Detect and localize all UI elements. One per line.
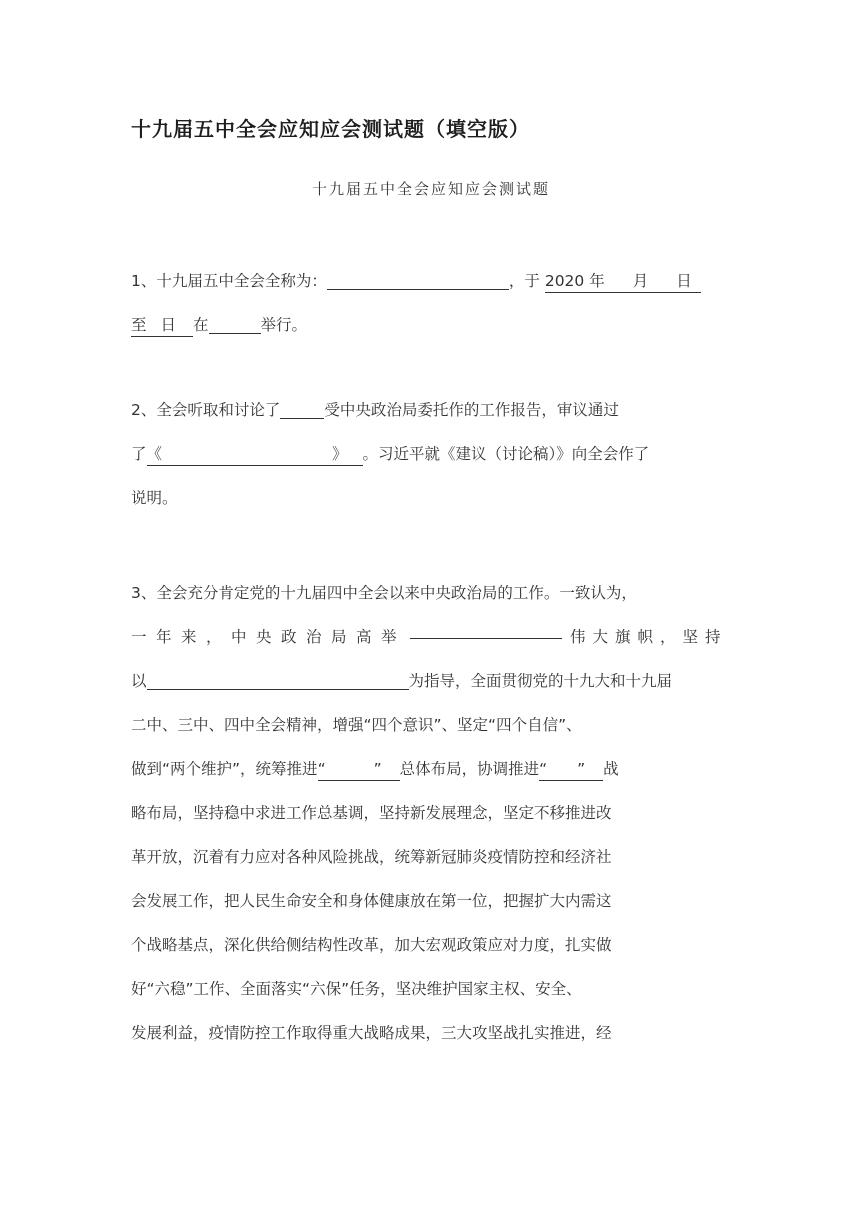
q2-text-d: 。习近平就《建议（讨论稿）》向全会作了 (362, 445, 650, 463)
question-2 (131, 388, 729, 520)
q2-text-a: 2、全会听取和讨论了 (131, 401, 281, 419)
q2-blank-document-title[interactable] (147, 443, 363, 466)
q3-line-6: 略布局，坚持稳中求进工作总基调，坚持新发展理念，坚定不移推进改 (131, 804, 612, 822)
q3-text-5b: 总体布局，协调推进 (399, 760, 540, 778)
q3-line-10: 好“六稳”工作、全面落实“六保”任务，坚决维护国家主权、安全、 (131, 980, 582, 998)
q1-to: 至 (131, 316, 147, 334)
document-title: 十九届五中全会应知应会测试题（填空版） (131, 117, 530, 141)
q1-year: 2020 年 (544, 272, 605, 290)
q1-day: 日 (676, 272, 692, 290)
q1-date-blank[interactable] (545, 270, 701, 293)
q1-text-a: 1、十九届五中全会全称为： (131, 272, 327, 290)
question-2-line-3 (131, 476, 729, 520)
q2-close-quote: 》 (332, 445, 348, 463)
q3-text-5c: 战 (603, 760, 619, 778)
q3-blank-strategic-layout[interactable] (539, 758, 603, 781)
q3-quote-close-1: ” (373, 760, 382, 778)
q3-quote-close-2: ” (577, 760, 586, 778)
q1-text-d: 举行。 (260, 316, 308, 334)
q1-month: 月 (632, 272, 649, 290)
q3-text-3a: 以 (131, 672, 147, 690)
q3-quote-open-2: “ (539, 760, 548, 778)
q3-quote-open-1: “ (317, 760, 326, 778)
question-1 (131, 259, 729, 347)
question-1-line-1 (131, 259, 729, 303)
q2-blank-reporter[interactable] (280, 395, 324, 419)
q3-blank-guiding-thought[interactable] (147, 666, 409, 690)
q1-blank-location[interactable] (209, 310, 261, 334)
q2-text-b: 受中央政治局委托作的工作报告，审议通过 (324, 401, 619, 419)
q3-line-1: 3、全会充分肯定党的十九届四中全会以来中央政治局的工作。一致认为， (131, 584, 637, 602)
q2-text-e: 说明。 (131, 489, 178, 507)
q2-open-quote: 《 (146, 445, 163, 463)
question-2-line-2 (131, 432, 729, 476)
question-2-line-1 (131, 388, 729, 432)
q3-text-5a: 做到“两个维护”，统筹推进 (131, 760, 318, 778)
q3-line-9: 个战略基点，深化供给侧结构性改革，加大宏观政策应对力度，扎实做 (131, 936, 612, 954)
q1-day2: 日 (160, 316, 177, 334)
document-subtitle: 十九届五中全会应知应会测试题 (311, 180, 550, 198)
q3-blank-overall-layout[interactable] (318, 758, 400, 781)
q1-text-c: 在 (193, 316, 209, 334)
q3-line-5 (131, 747, 729, 791)
q3-text-2b: 伟大旗帜，坚持 (570, 628, 728, 646)
q2-text-c: 了 (131, 445, 147, 463)
question-3 (131, 571, 729, 1055)
question-1-line-2 (131, 303, 729, 347)
q3-line-8: 会发展工作，把人民生命安全和身体健康放在第一位，把握扩大内需这 (131, 892, 612, 910)
q3-text-3b: 为指导，全面贯彻党的十九大和十九届 (408, 672, 673, 690)
q1-blank-fullname[interactable] (327, 266, 509, 290)
q3-line-7: 革开放，沉着有力应对各种风险挑战，统筹新冠肺炎疫情防控和经济社 (131, 848, 612, 866)
q1-text-b: ，于 (508, 272, 540, 290)
q3-text-2a: 一年来，中央政治局高举 (131, 628, 407, 646)
q3-line-4: 二中、三中、四中全会精神，增强“四个意识”、坚定“四个自信”、 (131, 716, 582, 734)
q3-line-11: 发展利益，疫情防控工作取得重大战略成果，三大攻坚战扎实推进，经 (131, 1024, 612, 1042)
q3-blank-banner[interactable] (410, 615, 562, 639)
q1-end-date-blank[interactable] (131, 314, 193, 337)
q3-line-2 (131, 615, 729, 659)
q3-line-3 (131, 659, 729, 703)
